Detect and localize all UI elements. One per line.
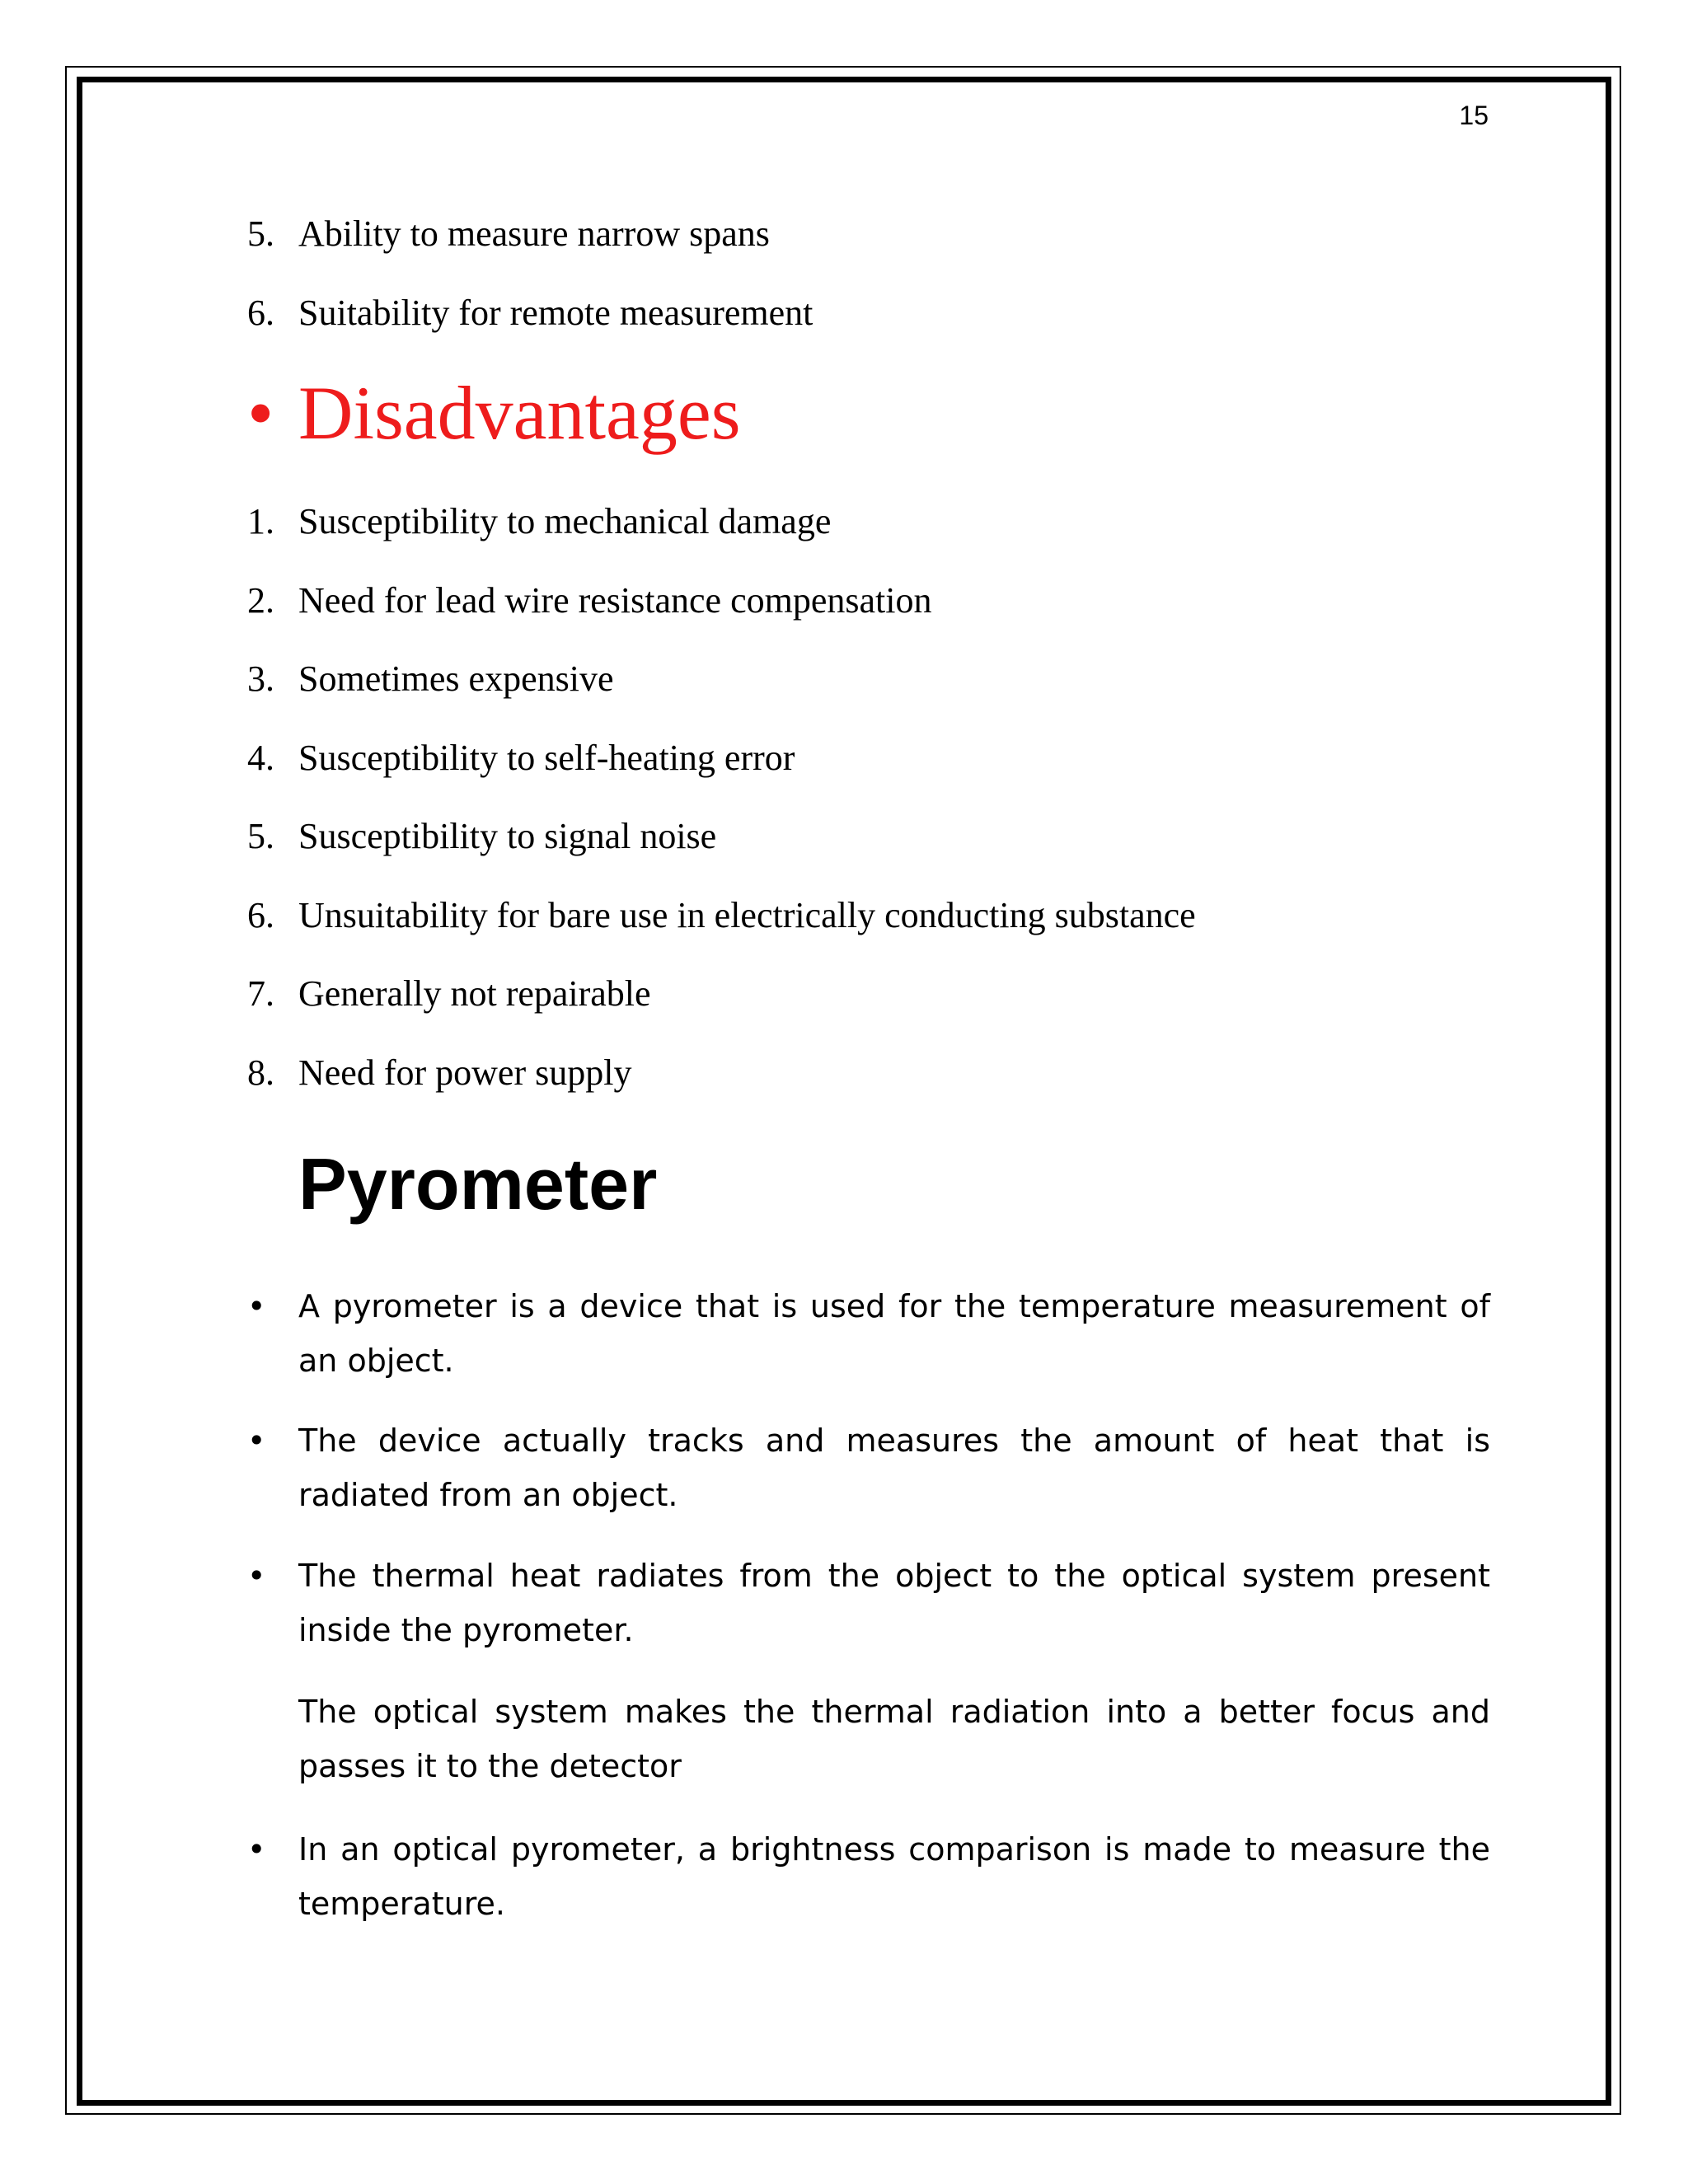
paragraph-text: The device actually tracks and measures the amount of heat that is radiated from an object.: [298, 1422, 1490, 1513]
list-item-number: 4.: [247, 737, 274, 778]
list-item: [247, 797, 1196, 876]
list-item: [247, 640, 1196, 719]
list-item-text: Suitability for remote measurement: [298, 292, 814, 333]
list-item-text: Need for lead wire resistance compensation: [298, 579, 932, 621]
pyrometer-paragraph: [247, 1549, 1490, 1657]
list-item-number: 5.: [247, 816, 274, 856]
advantages-list-continued: [247, 194, 813, 352]
list-item-text: Sometimes expensive: [298, 658, 614, 699]
list-item-number: 1.: [247, 501, 274, 541]
list-item: [247, 194, 813, 274]
pyrometer-paragraph: [247, 1413, 1490, 1522]
list-item: [247, 482, 1196, 561]
pyrometer-heading: Pyrometer: [298, 1143, 658, 1225]
paragraph-text: A pyrometer is a device that is used for the temperature measurement of an object.: [298, 1288, 1490, 1379]
disadvantages-list: [247, 482, 1196, 1112]
list-item-number: 7.: [247, 973, 274, 1014]
list-item-text: Susceptibility to mechanical damage: [298, 501, 832, 541]
pyrometer-paragraph: [247, 1279, 1490, 1388]
disadvantages-title: Disadvantages: [298, 371, 741, 455]
list-item: [247, 274, 813, 353]
list-item-number: 5.: [247, 213, 274, 254]
paragraph-text: The thermal heat radiates from the object to the optical system present inside the pyrometer.: [298, 1558, 1490, 1648]
list-item-number: 6.: [247, 292, 274, 333]
bullet-icon: •: [247, 1831, 266, 1868]
list-item: [247, 719, 1196, 798]
list-item-text: Need for power supply: [298, 1052, 632, 1093]
pyrometer-paragraph: [298, 1685, 1490, 1793]
list-item: [247, 954, 1196, 1033]
list-item: [247, 561, 1196, 640]
list-item-text: Generally not repairable: [298, 973, 651, 1014]
list-item-number: 3.: [247, 658, 274, 699]
disadvantages-heading: [247, 367, 741, 459]
list-item-text: Unsuitability for bare use in electrically conducting substance: [298, 894, 1196, 935]
paragraph-text: In an optical pyrometer, a brightness comparison is made to measure the temperature.: [298, 1831, 1490, 1922]
bullet-icon: •: [247, 1288, 266, 1324]
list-item-number: 6.: [247, 894, 274, 935]
bullet-icon: •: [247, 371, 274, 455]
list-item-text: Ability to measure narrow spans: [298, 213, 770, 254]
list-item: [247, 1033, 1196, 1113]
list-item-text: Susceptibility to signal noise: [298, 816, 717, 856]
bullet-icon: •: [247, 1558, 266, 1594]
list-item-text: Susceptibility to self-heating error: [298, 737, 795, 778]
list-item-number: 2.: [247, 579, 274, 621]
bullet-icon: •: [247, 1422, 266, 1459]
list-item: [247, 876, 1196, 955]
list-item-number: 8.: [247, 1052, 274, 1093]
page-number: 15: [1459, 101, 1489, 130]
paragraph-text: The optical system makes the thermal radiation into a better focus and passes it to the detector: [298, 1694, 1490, 1784]
pyrometer-paragraph: [247, 1822, 1490, 1931]
